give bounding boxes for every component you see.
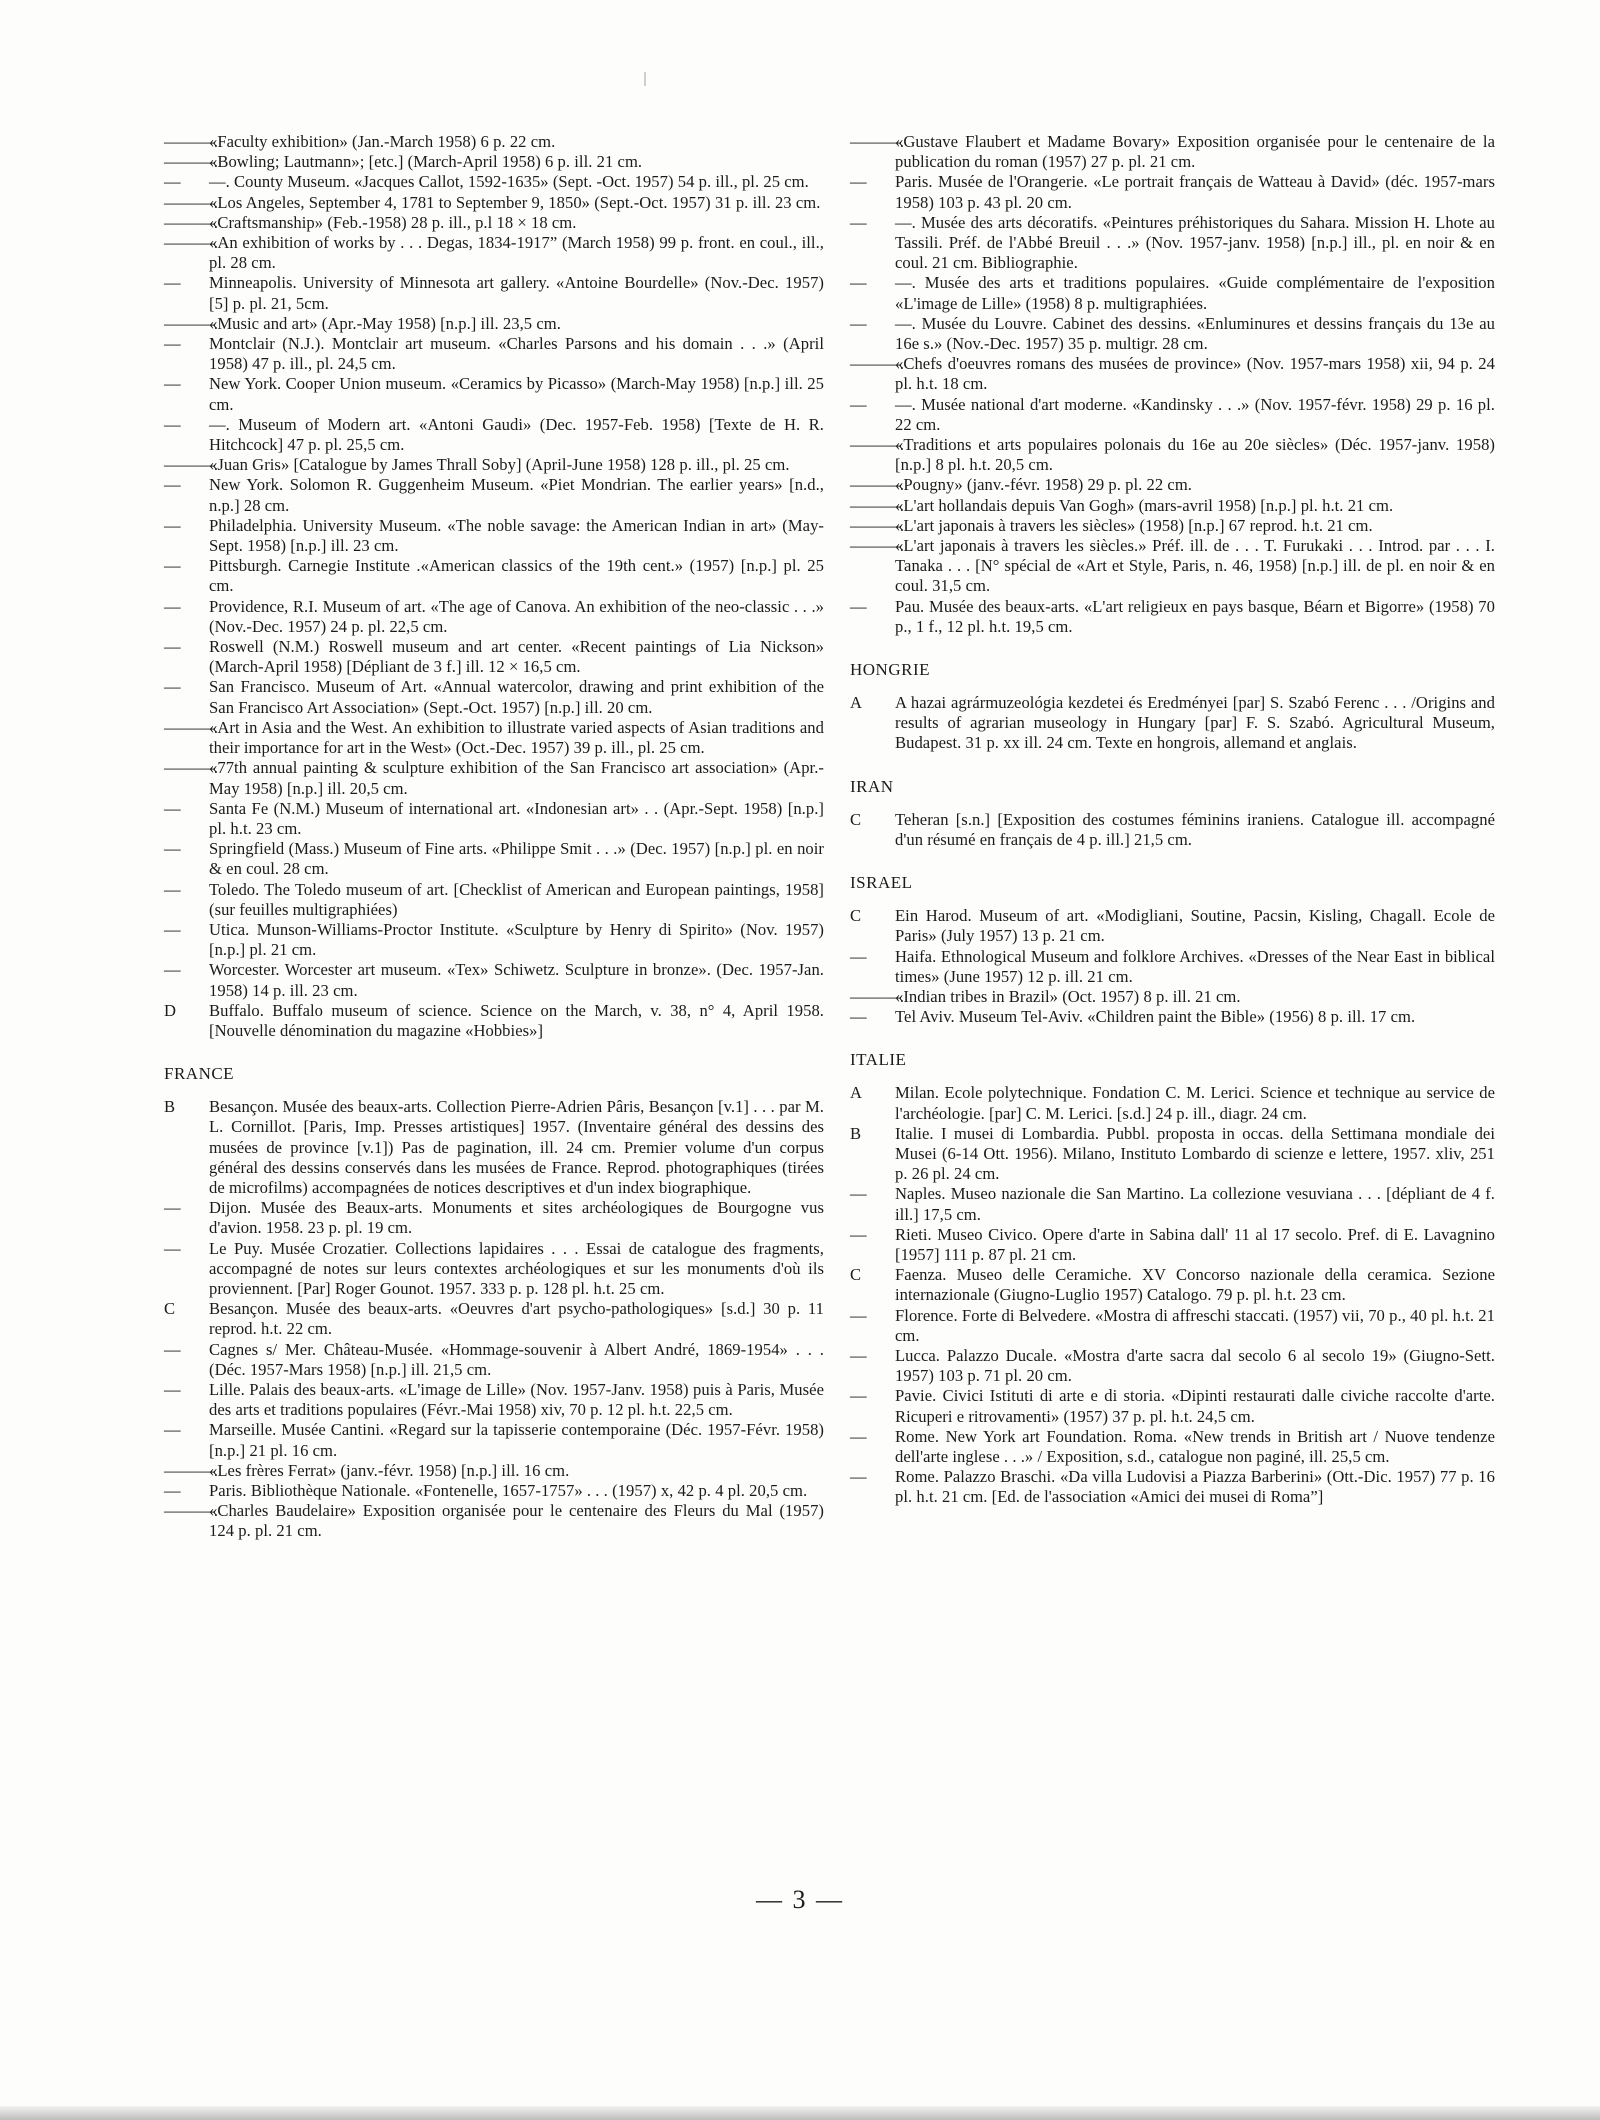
section-heading: IRAN [850, 776, 894, 796]
entry-marker: — [164, 1481, 181, 1500]
catalogue-entry [164, 1481, 824, 1501]
entry-marker: ———. [850, 515, 905, 535]
catalogue-entry [850, 1225, 1495, 1265]
entry-marker: ———. [164, 313, 219, 333]
entry-marker: ———. [164, 132, 219, 151]
catalogue-entry [164, 920, 824, 960]
entry-marker: — [164, 798, 181, 818]
entry-text: Philadelphia. University Museum. «The noble savage: the American Indian in art» (May-Sept. 1958) [n.p.] ill. 23 cm. [209, 515, 824, 556]
entry-text: «L'art hollandais depuis Van Gogh» (mars-avril 1958) [n.p.] pl. h.t. 21 cm. [895, 495, 1394, 515]
entry-marker: — [164, 374, 181, 394]
entry-text: Montclair (N.J.). Montclair art museum. «Charles Parsons and his domain . . .» (April 1958) 47 p. ill., pl. 24,5 cm. [209, 334, 824, 374]
entry-text: Teheran [s.n.] [Exposition des costumes féminins iraniens. Catalogue ill. accompagné d'un résumé en français de 4 p. ill.] 21,5 cm. [895, 809, 1495, 849]
catalogue-entry [850, 395, 1495, 435]
catalogue-entry [850, 132, 1495, 172]
entry-text: Utica. Munson-Williams-Proctor Institute. «Sculpture by Henry di Spirito» (Nov. 1957) [n.p.] pl. 21 cm. [209, 919, 824, 960]
entry-text: —. Musée national d'art moderne. «Kandinsky . . .» (Nov. 1957-févr. 1958) 29 p. 16 pl. 22 cm. [895, 394, 1495, 434]
entry-text: Minneapolis. University of Minnesota art gallery. «Antoine Bourdelle» (Nov.-Dec. 1957) [5] p. pl. 21, 5cm. [209, 273, 824, 313]
entry-text: Paris. Bibliothèque Nationale. «Fontenelle, 1657-1757» . . . (1957) x, 42 p. 4 pl. 20,5 cm. [209, 1481, 808, 1500]
entry-text: «Los Angeles, September 4, 1781 to September 9, 1850» (Sept.-Oct. 1957) 31 p. ill. 23 cm. [209, 192, 821, 212]
entry-marker: C [850, 906, 862, 926]
catalogue-entry [164, 1501, 824, 1541]
entry-text: Tel Aviv. Museum Tel-Aviv. «Children paint the Bible» (1956) 8 p. ill. 17 cm. [895, 1007, 1416, 1027]
entry-marker: — [164, 334, 181, 354]
catalogue-entry [850, 1386, 1495, 1426]
entry-text: Santa Fe (N.M.) Museum of international art. «Indonesian art» . . (Apr.-Sept. 1958) [n.p.] pl. h.t. 23 cm. [209, 798, 824, 838]
entry-text: «L'art japonais à travers les siècles» (1958) [n.p.] 67 reprod. h.t. 21 cm. [895, 515, 1373, 535]
entry-marker: — [850, 394, 867, 414]
catalogue-entry [164, 152, 824, 172]
entry-marker: — [164, 677, 181, 697]
entry-marker: ———. [164, 758, 219, 778]
entry-text: Pau. Musée des beaux-arts. «L'art religieux en pays basque, Béarn et Bigorre» (1958) 70 p., 1 f., 12 pl. h.t. 19,5 cm. [895, 596, 1495, 636]
entry-marker: C [164, 1299, 176, 1319]
entry-marker: — [164, 1238, 181, 1258]
catalogue-entry [164, 132, 824, 152]
section-heading: ITALIE [850, 1050, 907, 1070]
entry-text: Rieti. Museo Civico. Opere d'arte in Sabina dall' 11 al 17 secolo. Pref. di E. Lavagnino [1957] 111 p. 87 pl. 21 cm. [895, 1224, 1495, 1264]
entry-marker: — [850, 1345, 867, 1365]
entry-marker: — [164, 273, 181, 293]
entry-marker: — [850, 172, 867, 192]
entry-marker: — [164, 879, 181, 899]
entry-marker: B [850, 1123, 862, 1143]
entry-text: «Gustave Flaubert et Madame Bovary» Exposition organisée pour le centenaire de la publication du roman (1957) 27 p. pl. 21 cm. [895, 132, 1495, 172]
entry-text: Haifa. Ethnological Museum and folklore Archives. «Dresses of the Near East in biblical times» (June 1957) 12 p. ill. 21 cm. [895, 946, 1495, 986]
catalogue-entry [164, 880, 824, 920]
entry-text: Pavie. Civici Istituti di arte e di storia. «Dipinti restaurati dalle civiche raccolte d'arte. Ricuperi e ritrovamenti» (1957) 37 p. pl. h.t. 24,5 cm. [895, 1386, 1495, 1426]
entry-text: «Traditions et arts populaires polonais du 16e au 20e siècles» (Déc. 1957-janv. 1958) [n.p.] 8 pl. h.t. 20,5 cm. [895, 435, 1495, 475]
entry-text: «Charles Baudelaire» Exposition organisée pour le centenaire des Fleurs du Mal (1957) 124 p. pl. 21 cm. [209, 1501, 824, 1541]
catalogue-entry [164, 172, 824, 192]
entry-text: Roswell (N.M.) Roswell museum and art center. «Recent paintings of Lia Nickson» (March-April 1958) [Dépliant de 3 f.] ill. 12 × 16,5 cm. [209, 637, 824, 677]
entry-text: Ein Harod. Museum of art. «Modigliani, Soutine, Pacsin, Kisling, Chagall. Ecole de Paris» (July 1957) 13 p. 21 cm. [895, 906, 1495, 946]
entry-text: A hazai agrármuzeológia kezdetei és Eredményei [par] S. Szabó Ferenc . . . /Origins and results of agrarian museology in Hungary [par] F. S. Szabó. Agricultural Museum, Budapest. 31 p. xx ill. 24 cm. Texte en hongrois, allemand et anglais. [895, 693, 1495, 753]
catalogue-entry [850, 354, 1495, 394]
entry-marker: — [164, 556, 181, 576]
entry-marker: — [164, 839, 181, 859]
catalogue-entry [164, 516, 824, 556]
entry-marker: ———. [850, 536, 905, 556]
catalogue-entry [164, 637, 824, 677]
page-number: — 3 — [756, 1885, 844, 1914]
entry-marker: — [164, 637, 181, 657]
catalogue-entry [164, 1461, 824, 1481]
catalogue-entry [850, 172, 1495, 212]
entry-text: —. Museum of Modern art. «Antoni Gaudi» (Dec. 1957-Feb. 1958) [Texte de H. R. Hitchcock] 47 p. pl. 25,5 cm. [209, 414, 824, 455]
entry-marker: — [850, 596, 867, 616]
entry-marker: ———. [850, 475, 905, 495]
entry-text: Florence. Forte di Belvedere. «Mostra di affreschi staccati. (1957) vii, 70 p., 40 pl. h.t. 21 cm. [895, 1305, 1495, 1345]
entry-text: «Indian tribes in Brazil» (Oct. 1957) 8 p. ill. 21 cm. [895, 986, 1241, 1006]
entry-text: «Pougny» (janv.-févr. 1958) 29 p. pl. 22 cm. [895, 475, 1193, 495]
catalogue-entry [164, 1299, 824, 1339]
entry-marker: ———. [164, 152, 219, 172]
catalogue-entry [850, 1427, 1495, 1467]
entry-marker: D [164, 1000, 177, 1020]
entry-marker: A [850, 693, 863, 713]
catalogue-entry [164, 1097, 824, 1198]
entry-text: «Bowling; Lautmann»; [etc.] (March-April 1958) 6 p. ill. 21 cm. [209, 152, 643, 172]
entry-text: Naples. Museo nazionale die San Martino. La collezione vesuviana . . . [dépliant de 4 f. ill.] 17,5 cm. [895, 1184, 1495, 1224]
entry-text: Paris. Musée de l'Orangerie. «Le portrait français de Watteau à David» (déc. 1957-mars 1958) 103 p. 43 pl. 20 cm. [895, 172, 1495, 212]
entry-text: «L'art japonais à travers les siècles.» Préf. ill. de . . . T. Furukaki . . . Introd. par . . . I. Tanaka . . . [N° spécial de «Art et Style, Paris, n. 46, 1958) [n.p.] ill. de pl. en noir & en coul. 31,5 cm. [895, 536, 1495, 596]
entry-marker: C [850, 809, 862, 829]
catalogue-entry [850, 475, 1495, 495]
catalogue-entry [164, 1001, 824, 1041]
entry-text: «Craftsmanship» (Feb.-1958) 28 p. ill., p.l 18 × 18 cm. [209, 212, 577, 232]
catalogue-entry [850, 1346, 1495, 1386]
left-column [164, 132, 824, 1542]
entry-text: —. Musée du Louvre. Cabinet des dessins. «Enluminures et dessins français du 13e au 16e s.» (Nov.-Dec. 1957) 35 p. multigr. 28 cm. [895, 313, 1495, 354]
section-heading: FRANCE [164, 1064, 235, 1084]
entry-marker: — [850, 1467, 867, 1487]
entry-text: Rome. Palazzo Braschi. «Da villa Ludovisi a Piazza Barberini» (Ott.-Dic. 1957) 77 p. 16 pl. h.t. 21 cm. [Ed. de l'association «Amici dei musei di Roma”] [895, 1467, 1495, 1507]
entry-marker: — [164, 1339, 181, 1359]
catalogue-entry [850, 1467, 1495, 1507]
catalogue-entry [164, 455, 824, 475]
entry-marker: — [850, 1305, 867, 1325]
catalogue-entry [850, 273, 1495, 313]
entry-text: Faenza. Museo delle Ceramiche. XV Concorso nazionale della ceramica. Sezione internazionale (Giugno-Luglio 1957) Catalogo. 79 p. pl. h.t. 23 cm. [895, 1265, 1495, 1305]
section-heading: ISRAEL [850, 873, 913, 893]
entry-marker: B [164, 1097, 176, 1117]
catalogue-entry [164, 1239, 824, 1300]
entry-marker: — [164, 960, 181, 980]
entry-marker: ———. [164, 455, 219, 475]
entry-marker: — [164, 515, 181, 535]
catalogue-entry [164, 475, 824, 515]
entry-text: Worcester. Worcester art museum. «Tex» Schiwetz. Sculpture in bronze». (Dec. 1957-Jan. 1958) 14 p. ill. 23 cm. [209, 960, 824, 1000]
scan-mark [644, 72, 646, 86]
entry-text: Besançon. Musée des beaux-arts. Collection Pierre-Adrien Pâris, Besançon [v.1] . . . par M. L. Cornillot. [Paris, Imp. Presses artistiques] 1957. (Inventaire général des dessins des musées de province [v.1]) Pas de pagination, ill. 24 cm. Premier volume d'un corpus général des dessins conservés dans les musées de France. Reprod. photographiques (tirées de microfilms) accompagnées de notices descriptives et d'un index biographique. [209, 1097, 824, 1197]
entry-marker: — [850, 273, 867, 293]
entry-text: «An exhibition of works by . . . Degas, 1834-1917” (March 1958) 99 p. front. en coul., ill., pl. 28 cm. [209, 233, 824, 273]
entry-marker: — [850, 946, 867, 966]
entry-text: —. Musée des arts décoratifs. «Peintures préhistoriques du Sahara. Mission H. Lhote au Tassili. Préf. de l'Abbé Breuil . . .» (Nov. 1957-janv. 1958) [n.p.] ill., pl. en noir & en coul. 21 cm. Bibliographie. [895, 212, 1495, 273]
entry-marker: ———. [164, 192, 219, 212]
entry-text: San Francisco. Museum of Art. «Annual watercolor, drawing and print exhibition of the San Francisco Art Association» (Sept.-Oct. 1957) [n.p.] ill. 20 cm. [209, 677, 824, 717]
entry-text: —. County Museum. «Jacques Callot, 1592-1635» (Sept. -Oct. 1957) 54 p. ill., pl. 25 cm. [209, 172, 809, 192]
catalogue-entry [164, 273, 824, 313]
catalogue-entry [164, 1380, 824, 1420]
catalogue-entry [164, 758, 824, 798]
catalogue-entry [850, 906, 1495, 946]
entry-text: «Art in Asia and the West. An exhibition to illustrate varied aspects of Asian traditions and their importance for art in the West» (Oct.-Dec. 1957) 39 p. ill., pl. 25 cm. [209, 717, 824, 758]
entry-text: Milan. Ecole polytechnique. Fondation C. M. Lerici. Science et technique au service de l'archéologie. [par] C. M. Lerici. [s.d.] 24 p. ill., diagr. 24 cm. [895, 1083, 1495, 1123]
entry-marker: — [850, 1386, 867, 1406]
catalogue-entry [164, 193, 824, 213]
entry-marker: ———. [164, 1501, 219, 1521]
entry-text: Pittsburgh. Carnegie Institute .«American classics of the 19th cent.» (1957) [n.p.] pl. 25 cm. [209, 556, 824, 596]
catalogue-entry [164, 1420, 824, 1460]
catalogue-entry [164, 839, 824, 879]
entry-marker: — [164, 919, 181, 939]
entry-text: Lille. Palais des beaux-arts. «L'image de Lille» (Nov. 1957-Janv. 1958) puis à Paris, Musée des arts et traditions populaires (Févr.-Mai 1958) xiv, 70 p. 12 pl. h.t. 22,5 cm. [209, 1379, 824, 1420]
entry-text: New York. Cooper Union museum. «Ceramics by Picasso» (March-May 1958) [n.p.] ill. 25 cm. [209, 374, 824, 414]
entry-text: Rome. New York art Foundation. Roma. «New trends in British art / Nuove tendenze dell'arte inglese . . .» / Exposition, s.d., catalogue non paginé, ill. 25,5 cm. [895, 1426, 1495, 1466]
catalogue-entry [850, 496, 1495, 516]
catalogue-entry [850, 435, 1495, 475]
entry-text: Marseille. Musée Cantini. «Regard sur la tapisserie contemporaine (Déc. 1957-Févr. 1958) [n.p.] 21 pl. 16 cm. [209, 1420, 824, 1460]
entry-text: Dijon. Musée des Beaux-arts. Monuments et sites archéologiques de Bourgogne vus d'avion. 1958. 23 p. pl. 19 cm. [209, 1198, 824, 1238]
scan-edge [0, 2106, 1600, 2120]
entry-text: «Faculty exhibition» (Jan.-March 1958) 6 p. 22 cm. [209, 132, 556, 151]
entry-text: «Juan Gris» [Catalogue by James Thrall Soby] (April-June 1958) 128 p. ill., pl. 25 cm. [209, 455, 790, 475]
entry-marker: ———. [164, 233, 219, 253]
entry-text: Toledo. The Toledo museum of art. [Checklist of American and European paintings, 1958] (sur feuilles multigraphiées) [209, 879, 824, 919]
entry-marker: — [164, 1420, 181, 1440]
catalogue-entry [164, 1198, 824, 1238]
entry-text: New York. Solomon R. Guggenheim Museum. «Piet Mondrian. The earlier years» [n.d., n.p.] 28 cm. [209, 475, 824, 515]
catalogue-entry [164, 213, 824, 233]
entry-marker: — [164, 414, 181, 434]
entry-marker: — [164, 1198, 181, 1218]
entry-marker: ———. [850, 132, 905, 151]
entry-marker: — [850, 1426, 867, 1446]
catalogue-entry [850, 947, 1495, 987]
catalogue-entry [164, 677, 824, 717]
entry-marker: ———. [850, 435, 905, 455]
entry-text: «77th annual painting & sculpture exhibition of the San Francisco art association» (Apr.-May 1958) [n.p.] ill. 20,5 cm. [209, 758, 824, 798]
entry-text: Buffalo. Buffalo museum of science. Science on the March, v. 38, n° 4, April 1958. [Nouvelle dénomination du magazine «Hobbies»] [209, 1000, 824, 1040]
catalogue-entry [850, 1184, 1495, 1224]
entry-text: «Chefs d'oeuvres romans des musées de province» (Nov. 1957-mars 1958) xii, 94 p. 24 pl. h.t. 18 cm. [895, 354, 1495, 394]
entry-text: Springfield (Mass.) Museum of Fine arts. «Philippe Smit . . .» (Dec. 1957) [n.p.] pl. en noir & en coul. 28 cm. [209, 839, 824, 879]
entry-marker: ———. [164, 1460, 219, 1480]
entry-marker: ———. [850, 986, 905, 1006]
entry-marker: — [164, 596, 181, 616]
entry-marker: — [164, 172, 181, 192]
catalogue-entry [164, 960, 824, 1000]
entry-marker: — [850, 1184, 867, 1204]
catalogue-entry [850, 314, 1495, 354]
entry-text: Lucca. Palazzo Ducale. «Mostra d'arte sacra dal secolo 6 al secolo 19» (Giugno-Sett. 1957) 103 p. 71 pl. 20 cm. [895, 1345, 1495, 1386]
catalogue-entry [850, 810, 1495, 850]
entry-text: —. Musée des arts et traditions populaires. «Guide complémentaire de l'exposition «L'image de Lille» (1958) 8 p. multigraphiées. [895, 273, 1495, 313]
catalogue-entry [164, 334, 824, 374]
catalogue-entry [850, 987, 1495, 1007]
entry-marker: — [164, 475, 181, 495]
catalogue-entry [164, 415, 824, 455]
entry-marker: ———. [850, 495, 905, 515]
catalogue-entry [850, 213, 1495, 274]
entry-marker: — [850, 1224, 867, 1244]
entry-marker: — [850, 212, 867, 232]
catalogue-entry [164, 314, 824, 334]
right-column [850, 132, 1495, 1508]
catalogue-entry [850, 1124, 1495, 1185]
entry-marker: C [850, 1265, 862, 1285]
catalogue-entry [850, 1306, 1495, 1346]
entry-text: «Les frères Ferrat» (janv.-févr. 1958) [n.p.] ill. 16 cm. [209, 1460, 570, 1480]
catalogue-entry [164, 718, 824, 758]
entry-text: Providence, R.I. Museum of art. «The age of Canova. An exhibition of the neo-classic . . .» (Nov.-Dec. 1957) 24 p. pl. 22,5 cm. [209, 596, 824, 636]
entry-text: Cagnes s/ Mer. Château-Musée. «Hommage-souvenir à Albert André, 1869-1954» . . . (Déc. 1957-Mars 1958) [n.p.] ill. 21,5 cm. [209, 1339, 824, 1379]
catalogue-entry [850, 1007, 1495, 1027]
entry-text: Le Puy. Musée Crozatier. Collections lapidaires . . . Essai de catalogue des fragments, accompagné de notes sur leurs contextes archéologiques et sur les monuments d'où ils proviennent. [Par] Roger Gounot. 1957. 333 p. p. 128 pl. h.t. 25 cm. [209, 1238, 824, 1298]
catalogue-entry [850, 1265, 1495, 1305]
catalogue-entry [850, 536, 1495, 597]
catalogue-entry [164, 1340, 824, 1380]
catalogue-entry [164, 556, 824, 596]
entry-marker: ———. [164, 212, 219, 232]
entry-marker: — [850, 313, 867, 333]
section-heading: HONGRIE [850, 660, 930, 680]
catalogue-entry [850, 597, 1495, 637]
entry-text: Besançon. Musée des beaux-arts. «Oeuvres d'art psycho-pathologiques» [s.d.] 30 p. 11 reprod. h.t. 22 cm. [209, 1299, 824, 1339]
catalogue-entry [164, 374, 824, 414]
entry-text: «Music and art» (Apr.-May 1958) [n.p.] ill. 23,5 cm. [209, 313, 561, 333]
catalogue-entry [850, 1083, 1495, 1123]
catalogue-entry [164, 799, 824, 839]
entry-text: Italie. I musei di Lombardia. Pubbl. proposta in occas. della Settimana mondiale dei Musei (6-14 Ott. 1956). Milano, Instituto Lombardo di scienze e lettere, 1957. xliv, 251 p. 26 pl. 24 cm. [895, 1123, 1495, 1184]
catalogue-entry [850, 516, 1495, 536]
catalogue-entry [164, 233, 824, 273]
entry-marker: ———. [850, 354, 905, 374]
catalogue-entry [850, 693, 1495, 754]
entry-marker: — [850, 1007, 867, 1027]
entry-marker: — [164, 1379, 181, 1399]
entry-marker: ———. [164, 717, 219, 737]
entry-marker: A [850, 1083, 863, 1103]
catalogue-entry [164, 597, 824, 637]
